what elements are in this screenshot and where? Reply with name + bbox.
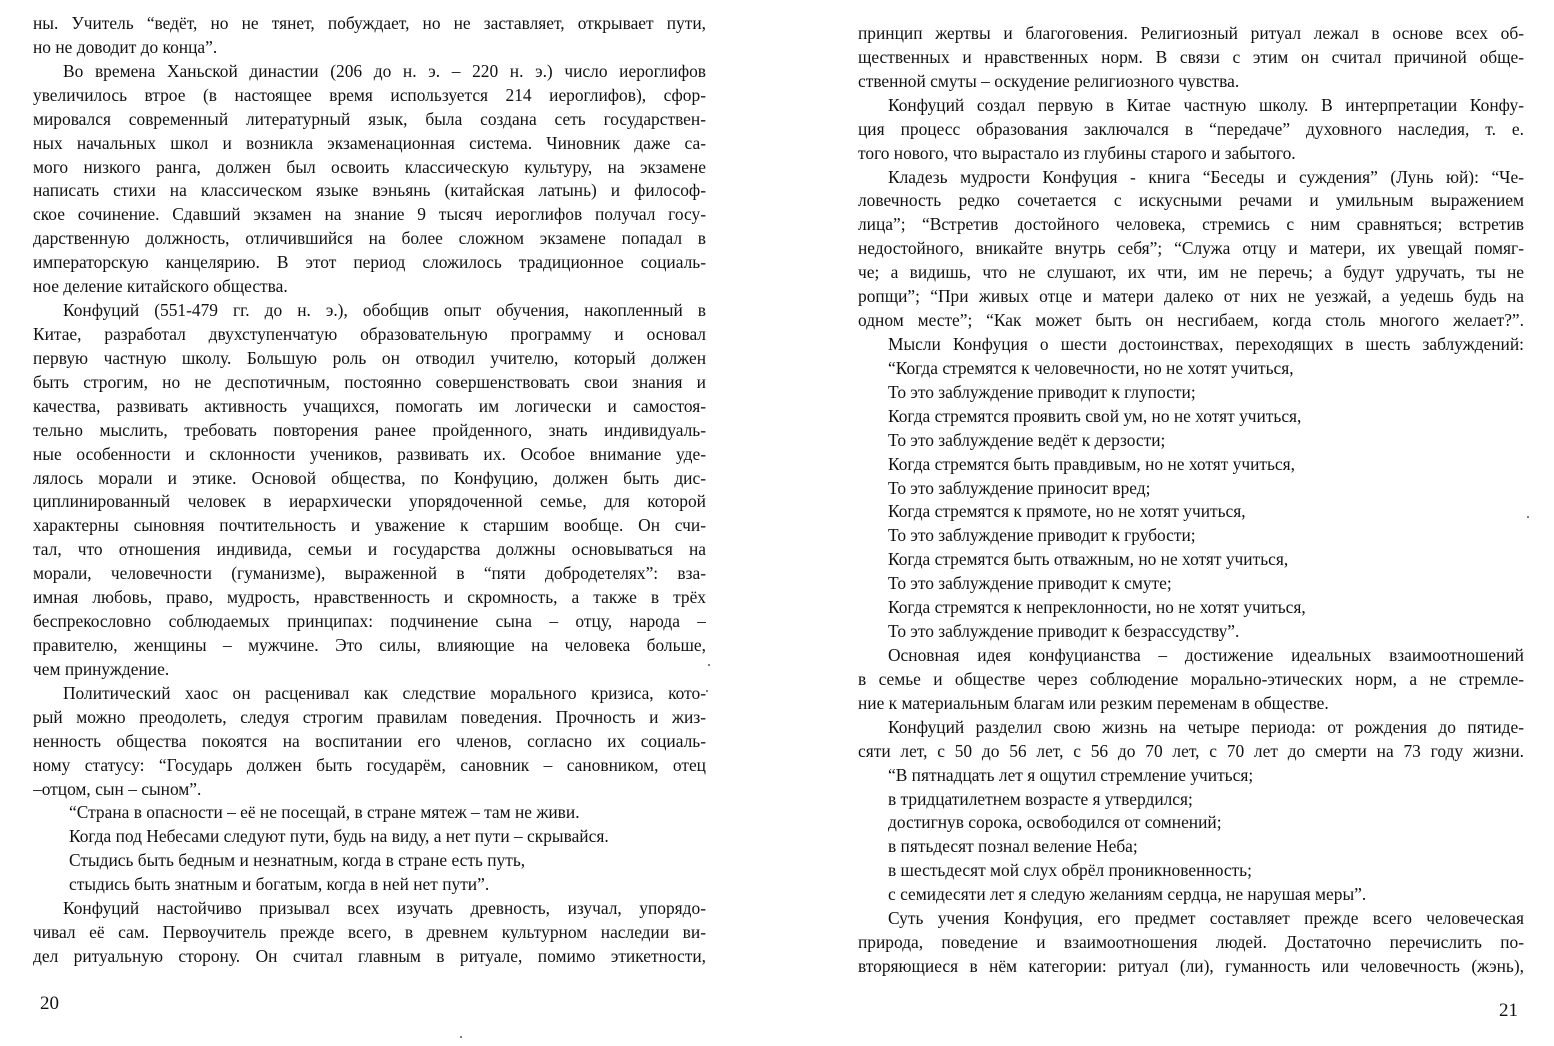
text-line: мировался современный литературный язык, была создана сеть государствен- [33, 108, 706, 129]
text-line: ние к материальным благам или резким переменам в обществе. [858, 692, 1329, 713]
text-line: сяти лет, с 50 до 56 лет, с 56 до 70 лет, с 70 лет до смерти на 73 году жизни. [858, 740, 1524, 761]
scan-speck [708, 664, 710, 666]
text-line: ное деление китайского общества. [33, 276, 288, 297]
text-line: То это заблуждение приводит к грубости; [888, 525, 1196, 546]
text-line: ция процесс образования заключался в “передаче” духовного наследия, т. е. [858, 118, 1524, 139]
text-line: То это заблуждение приводит к безрассудству”. [888, 621, 1240, 642]
text-line: Конфуций (551-479 гг. до н. э.), обобщив опыт обучения, накопленный в [63, 300, 706, 321]
text-line: достигнув сорока, освободился от сомнений; [888, 812, 1222, 833]
right-page-text [858, 22, 1524, 979]
text-line: Конфуций создал первую в Китае частную школу. В интерпретации Конфу- [888, 94, 1524, 115]
text-line: того нового, что вырастало из глубины старого и забытого. [858, 142, 1296, 163]
text-line: ны. Учитель “ведёт, но не тянет, побуждает, но не заставляет, открывает пути, [33, 13, 706, 33]
text-line: характерны сыновняя почтительность и уважение к старшим вообще. Он счи- [33, 515, 706, 536]
text-line: качества, развивать активность учащихся, помогать им логически и самостоя- [33, 395, 706, 416]
text-line: чем принуждение. [33, 658, 170, 679]
text-line: То это заблуждение приводит к глупости; [888, 381, 1196, 402]
text-line: дарственную должность, отличившийся на более сложном экзамене попадал в [33, 228, 706, 249]
text-line: Суть учения Конфуция, его предмет составляет прежде всего человеческая [888, 908, 1524, 929]
text-line: Когда стремятся быть правдивым, но не хотят учиться, [888, 453, 1295, 474]
text-line: лица”; “Встретив достойного человека, стремись с ним сравняться; встретив [858, 214, 1524, 235]
text-line: природа, поведение и взаимоотношения людей. Достаточно перечислить по- [858, 932, 1524, 953]
text-line: “Когда стремятся к человечности, но не хотят учиться, [888, 357, 1294, 378]
text-line: первую частную школу. Большую роль он отводил учителю, который должен [33, 347, 706, 368]
text-line: ненность общества покоятся на воспитании его членов, согласно их социаль- [33, 730, 706, 751]
text-line: чивал её сам. Первоучитель прежде всего, в древнем культурном наследии ви- [33, 922, 706, 943]
text-line: морали, человечности (гуманизме), выраженной в “пяти добродетелях”: вза- [33, 563, 706, 584]
text-line: стыдись быть знатным и богатым, когда в ней нет пути”. [69, 874, 490, 895]
text-line: правителю, женщины – мужчине. Это силы, влияющие на человека больше, [33, 634, 706, 655]
text-line: ных начальных школ и возникла экзаменационная система. Чиновник даже са- [33, 132, 706, 153]
text-line: ственной смуты – оскудение религиозного чувства. [858, 70, 1240, 91]
text-line: в тридцатилетнем возрасте я утвердился; [888, 788, 1193, 809]
text-line: рый можно преодолеть, следуя строгим правилам поведения. Прочность и жиз- [33, 706, 706, 727]
text-line: в семье и обществе через соблюдение морально-этических норм, а не стремле- [858, 668, 1524, 689]
text-line: в шестьдесят мой слух обрёл проникновенность; [888, 860, 1252, 881]
text-line: Когда стремятся к непреклонности, но не хотят учиться, [888, 597, 1306, 618]
text-line: дел ритуальную сторону. Он считал главным в ритуале, помимо этикетности, [33, 945, 706, 966]
text-line: Конфуций настойчиво призывал всех изучать древность, изучал, упорядо- [63, 898, 706, 919]
text-line: То это заблуждение приносит вред; [888, 477, 1151, 498]
text-line: императорскую канцелярию. В этот период сложилось традиционное социаль- [33, 252, 706, 273]
left-page-text [33, 12, 706, 969]
text-line: Во времена Ханьской династии (206 до н. э. – 220 н. э.) число иероглифов [63, 60, 706, 81]
text-line: быть строгим, но не деспотичным, постоянно совершенствовать свои знания и [33, 371, 706, 392]
text-line: в пятьдесят познал веление Неба; [888, 836, 1138, 857]
text-line: принцип жертвы и благоговения. Религиозный ритуал лежал в основе всех об- [858, 23, 1524, 43]
text-line: недостойного, вникайте внутрь себя”; “Служа отцу и матери, их увещай помяг- [858, 238, 1524, 259]
text-line: ропщи”; “При живых отце и матери далеко от них не уезжай, а уедешь будь на [858, 286, 1524, 307]
text-line: –отцом, сын – сыном”. [33, 778, 202, 799]
text-line: Когда под Небесами следуют пути, будь на виду, а нет пути – скрывайся. [69, 826, 609, 847]
text-line: “В пятнадцать лет я ощутил стремление учиться; [888, 764, 1254, 785]
text-line: Политический хаос он расценивал как следствие морального кризиса, кото- [63, 682, 706, 703]
scan-speck [460, 1036, 462, 1038]
text-line: мого низкого ранга, должен был освоить классическую культуру, на экзамене [33, 156, 706, 177]
text-line: тельно мыслить, требовать повторения ранее пройденного, знать индивидуаль- [33, 419, 706, 440]
text-line: Стыдись быть бедным и незнатным, когда в стране есть путь, [69, 850, 526, 871]
text-line: Мысли Конфуция о шести достоинствах, переходящих в шесть заблуждений: [888, 333, 1524, 354]
text-line: но не доводит до конца”. [33, 36, 218, 57]
text-line: увеличилось втрое (в настоящее время используется 214 иероглифов), сфор- [33, 84, 706, 105]
text-line: То это заблуждение ведёт к дерзости; [888, 429, 1166, 450]
text-line: Когда стремятся проявить свой ум, но не хотят учиться, [888, 405, 1302, 426]
text-line: Когда стремятся быть отважным, но не хотят учиться, [888, 549, 1289, 570]
text-line: тал, что отношения индивида, семьи и государства должны основываться на [33, 539, 706, 560]
text-line: ному статусу: “Государь должен быть государём, сановник – сановником, отец [33, 754, 706, 775]
text-line: циплинированный человек в иерархически упорядоченной семье, для которой [33, 491, 706, 512]
text-line: написать стихи на классическом языке вэньянь (китайская латынь) и философ- [33, 180, 706, 201]
text-line: щественных и нравственных норм. В связи с этим он считал причиной обще- [858, 46, 1524, 67]
scan-speck [706, 690, 708, 692]
scan-speck [1527, 516, 1529, 518]
text-line: с семидесяти лет я следую желаниям сердца, не нарушая меры”. [888, 884, 1367, 905]
text-line: ные особенности и склонности учеников, развивать их. Особое внимание уде- [33, 443, 706, 464]
text-line: “Страна в опасности – её не посещай, в стране мятеж – там не живи. [69, 802, 580, 823]
text-line: Основная идея конфуцианства – достижение идеальных взаимоотношений [888, 644, 1524, 665]
right-page-number: 21 [1499, 1000, 1518, 1021]
text-line: Конфуций разделил свою жизнь на четыре периода: от рождения до пятиде- [888, 716, 1524, 737]
text-line: вторяющиеся в нём категории: ритуал (ли), гуманность или человечность (жэнь), [858, 955, 1524, 976]
text-line: Китае, разработал двухступенчатую образовательную программу и основал [33, 323, 706, 344]
text-line: че; а видишь, что не слушают, их чти, им не перечь; а будут удручать, ты не [858, 262, 1524, 283]
text-line: Кладезь мудрости Конфуция - книга “Беседы и суждения” (Лунь юй): “Че- [888, 166, 1524, 187]
text-line: ское сочинение. Сдавший экзамен на знание 9 тысяч иероглифов получал госу- [33, 204, 706, 225]
text-line: То это заблуждение приводит к смуте; [888, 573, 1172, 594]
right-page [777, 0, 1554, 1046]
left-page-number: 20 [40, 993, 59, 1014]
text-line: беспрекословно соблюдаемых принципах: подчинение сына – отцу, народа – [33, 611, 706, 632]
text-line: одном месте”; “Как может быть он несгибаем, когда столь многого желает?”. [858, 310, 1524, 331]
text-line: ловечность редко сочетается с искусными речами и умильным выражением [858, 190, 1524, 211]
text-line: лялось морали и этике. Основой общества, по Конфуцию, должен быть дис- [33, 467, 706, 488]
text-line: Когда стремятся к прямоте, но не хотят учиться, [888, 501, 1246, 522]
text-line: имная любовь, право, мудрость, нравственность и скромность, а также в трёх [33, 587, 706, 608]
